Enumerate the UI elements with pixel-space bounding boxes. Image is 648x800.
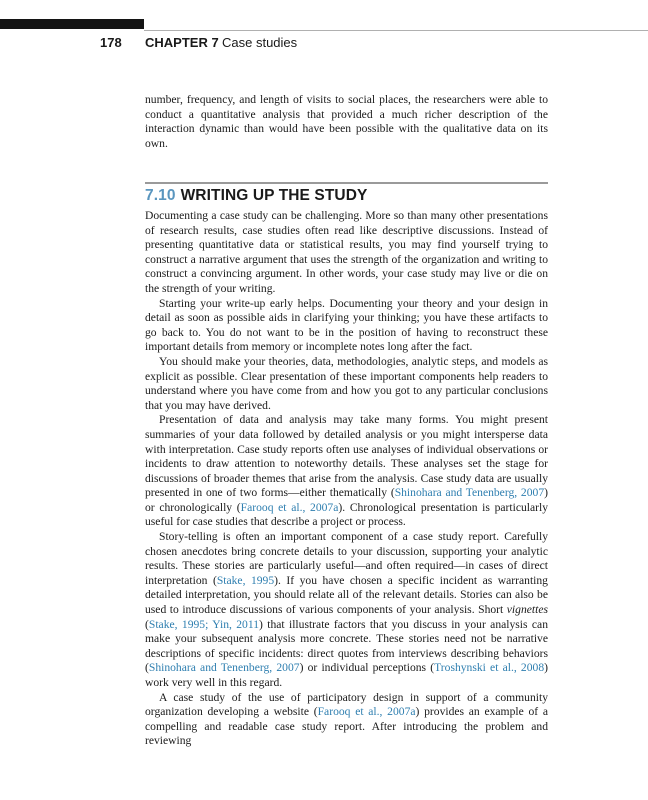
intro-paragraph: number, frequency, and length of visits to social places, the researchers were able to conduct a quantitative analysis that provided a much richer description of the interaction dynamic than would have been possible with the qualitative data on its own.	[145, 93, 548, 150]
paragraph-4	[145, 413, 548, 530]
citation-link[interactable]: Stake, 1995; Yin, 2011	[148, 617, 260, 631]
text-run: ). If you have chosen a specific incident as warranting detailed interpretation, you should relate all of the relevant details. Stories can also be used to introduce discussions of various components of your analysis. Short	[145, 573, 548, 617]
section-body	[145, 209, 548, 749]
running-head	[0, 35, 648, 53]
text-run: ) work very well in this regard.	[145, 661, 548, 689]
page-number: 178	[100, 35, 122, 50]
chapter-title: Case studies	[222, 35, 298, 50]
text-run: Presentation of data and analysis may take many forms. You might present summaries of your data followed by detailed analysis or you might intersperse data with interpretation. Case study reports often use analyses of individual observations or incidents to draw attention to noteworthy details. These analyses set the stage for discussions of broader themes that arise from the analysis. Case study data are usually presented in one of two forms—either thematically (	[145, 413, 548, 500]
paragraph-3: You should make your theories, data, methodologies, analytic steps, and models as explicit as possible. Clear presentation of these important components help readers to understand where you have come from and how you got to any particular conclusions that you may have derived.	[145, 354, 548, 412]
chapter-label: CHAPTER 7	[145, 35, 219, 50]
paragraph-2: Starting your write-up early helps. Documenting your theory and your design in detail as soon as possible aids in clarifying your thinking; you have these artifacts to go back to. You do not want to be in the position of having to reconstruct these important details from memory or incomplete notes long after the fact.	[145, 296, 548, 354]
text-run: ). Chronological presentation is particularly useful for case studies that describe a project or process.	[145, 500, 549, 529]
citation-link[interactable]: Shinohara and Tenenberg, 2007	[394, 486, 545, 500]
paragraph-6	[145, 691, 548, 749]
header-rule	[144, 30, 648, 31]
text-run: ) or individual perceptions (	[299, 661, 435, 675]
citation-link[interactable]: Troshynski et al., 2008	[434, 661, 545, 675]
text-run: A case study of the use of participatory design in support of a community organization developing a website (	[145, 690, 548, 719]
citation-link[interactable]: Farooq et al., 2007a	[240, 500, 339, 514]
paragraph-1: Documenting a case study can be challenging. More so than many other presentations of research results, case studies often read like descriptive discussions. Instead of presenting quantitative data or statistical results, you may find yourself trying to construct a narrative argument that uses the strength of the organization and writing to construct a convincing argument. In other words, your case study may live or die on the strength of your writing.	[145, 209, 548, 295]
text-run: ) that illustrate factors that you discuss in your analysis can make your subsequent analysis more concrete. These stories need not be narrative descriptions of specific incidents: direct quotes from interviews describing behaviors (	[145, 617, 548, 675]
citation-link[interactable]: Farooq et al., 2007a	[317, 705, 416, 719]
section-rule	[145, 182, 548, 184]
section-heading	[145, 187, 548, 207]
text-run: ) provides an example of a compelling and readable case study report. After introducing the problem and reviewing	[145, 705, 549, 748]
text-run: ) or chronologically (	[145, 486, 548, 514]
citation-link[interactable]: Stake, 1995	[216, 573, 275, 587]
citation-link[interactable]: Shinohara and Tenenberg, 2007	[148, 661, 300, 675]
text-run: (	[145, 617, 149, 631]
emphasis-text: vignettes	[506, 603, 548, 617]
header-decorative-bar	[0, 19, 144, 29]
text-run: Story-telling is often an important component of a case study report. Carefully chosen anecdotes bring concrete details to your discussion, supporting your analytic results. These stories are particularly useful—and often required—in cases of direct interpretation (	[145, 530, 548, 587]
section-title: WRITING UP THE STUDY	[180, 187, 368, 204]
intro-text	[145, 93, 548, 151]
section-number: 7.10	[145, 187, 176, 204]
paragraph-5	[145, 530, 548, 691]
